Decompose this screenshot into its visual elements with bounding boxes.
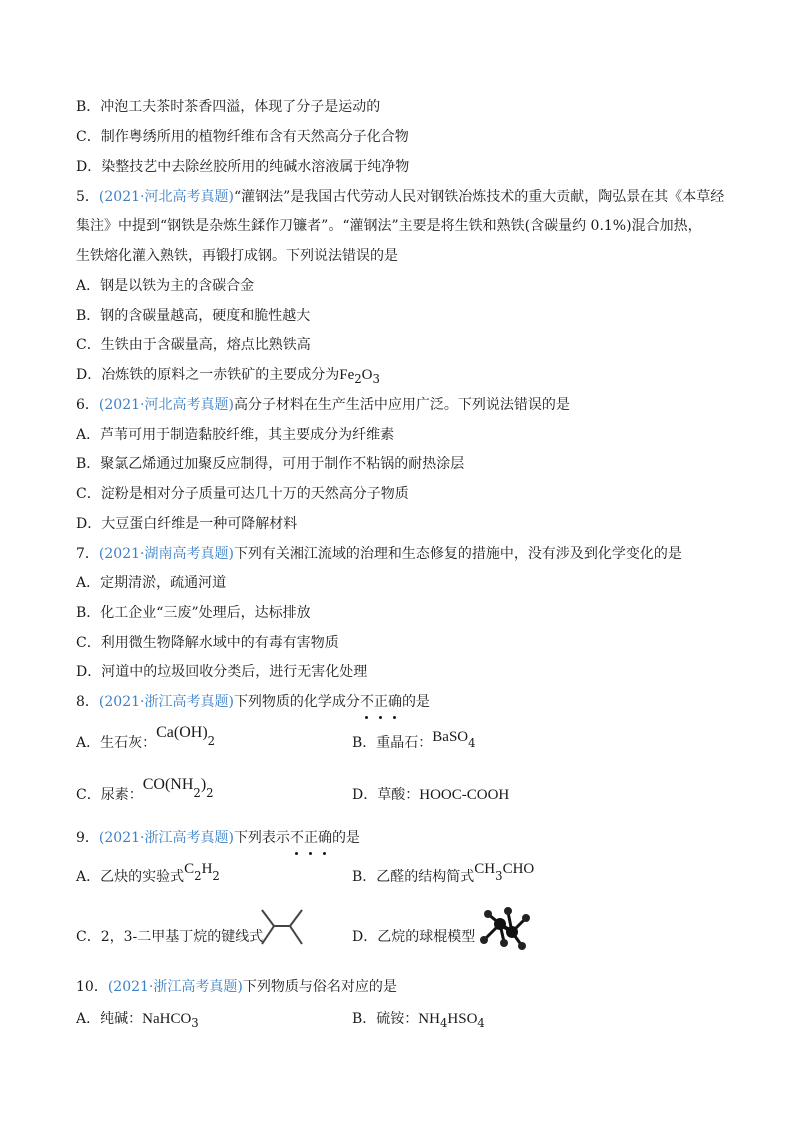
question-stem-end: 的是	[331, 830, 360, 846]
option-7b: B．化工企业“三废”处理后，达标排放	[76, 605, 311, 621]
option-8c	[76, 776, 214, 809]
question-stem: 高分子材料在生产生活中应用广泛。下列说法错误的是	[233, 397, 570, 413]
option-label: C．尿素：	[76, 787, 143, 803]
option-7a: A．定期清淤，疏通河道	[76, 575, 227, 591]
question-stem-end: 的是	[401, 694, 430, 710]
option-8b	[352, 729, 476, 757]
question-number: 9．	[76, 830, 99, 846]
emphasis-dot-char: 正	[373, 694, 388, 710]
subscript: 4	[468, 735, 476, 750]
subscript: 4	[477, 1015, 485, 1030]
formula: HOOC-COOH	[419, 787, 510, 803]
question-number: 10．	[76, 979, 108, 995]
formula: CH	[474, 861, 496, 877]
question-5-line-2: 集注》中提到“钢铁是杂炼生鍒作刀镰者”。“灌钢法”主要是将生铁和熟铁(含碳量约 0.1%)混合加热，	[76, 218, 702, 234]
source-tag: (2021·河北高考真题)	[98, 397, 234, 413]
option-8d	[352, 785, 509, 805]
option-7c: C．利用微生物降解水域中的有毒有害物质	[76, 635, 339, 651]
option-9a	[76, 861, 220, 891]
question-number: 6．	[76, 397, 99, 413]
skeletal-formula-2-3-dimethylbutane	[258, 906, 306, 950]
option-5b: B．钢的含碳量越高，硬度和脆性越大	[76, 308, 311, 324]
question-number: 7．	[76, 546, 99, 562]
emphasis-dot-char: 正	[303, 830, 318, 846]
option-6b: B．聚氯乙烯通过加聚反应制得，可用于制作不粘锅的耐热涂层	[76, 456, 465, 472]
question-5-line-3: 生铁熔化灌入熟铁，再锻打成钢。下列说法错误的是	[76, 248, 398, 264]
question-stem: “灌钢法”是我国古代劳动人民对钢铁冶炼技术的重大贡献，陶弘景在其《本草经	[233, 189, 725, 205]
emphasis-dot-char: 确	[317, 830, 332, 846]
subscript: 3	[372, 371, 380, 386]
subscript: 2	[212, 868, 220, 883]
option-6d: D．大豆蛋白纤维是一种可降解材料	[76, 516, 298, 532]
question-9-stem	[76, 828, 360, 848]
formula: )	[200, 776, 207, 793]
formula: Fe	[339, 367, 355, 383]
subscript: 2	[207, 733, 216, 748]
emphasis-dot-char: 不	[359, 694, 374, 710]
question-7-stem	[76, 544, 682, 564]
option-text: D．冶炼铁的原料之一赤铁矿的主要成分为	[76, 367, 340, 383]
option-6a: A．芦苇可用于制造黏胶纤维，其主要成分为纤维素	[76, 427, 395, 443]
subscript: 3	[495, 868, 503, 883]
option-label: B．重晶石：	[352, 735, 433, 751]
option-5a: A．钢是以铁为主的含碳合金	[76, 278, 255, 294]
subscript: 2	[354, 371, 362, 386]
emphasis-dot-char: 不	[289, 830, 304, 846]
source-tag: (2021·浙江高考真题)	[107, 979, 243, 995]
question-stem: 下列物质的化学成分	[233, 694, 360, 710]
option-4b: B．冲泡工夫茶时茶香四溢，体现了分子是运动的	[76, 99, 381, 115]
formula: HSO	[447, 1011, 478, 1027]
option-4d: D．染整技艺中去除丝胶所用的纯碱水溶液属于纯净物	[76, 159, 410, 175]
formula: NaHCO	[142, 1011, 192, 1027]
option-label: A．生石灰：	[76, 735, 157, 751]
subscript: 2	[194, 868, 202, 883]
option-9d: D．乙烷的球棍模型	[352, 929, 476, 945]
question-stem: 下列有关湘江流域的治理和生态修复的措施中，没有涉及到化学变化的是	[233, 546, 682, 562]
option-6c: C．淀粉是相对分子质量可达几十万的天然高分子物质	[76, 486, 409, 502]
option-5d	[76, 365, 380, 389]
formula: CHO	[502, 861, 535, 877]
question-number: 8．	[76, 694, 99, 710]
question-stem: 下列表示	[233, 830, 290, 846]
question-5-line-1	[76, 187, 724, 207]
question-number: 5．	[76, 189, 99, 205]
formula: BaSO	[432, 729, 469, 745]
option-7d: D．河道中的垃圾回收分类后，进行无害化处理	[76, 664, 368, 680]
subscript: 2	[193, 785, 201, 800]
question-stem: 下列物质与俗名对应的是	[242, 979, 397, 995]
option-10a	[76, 1009, 199, 1033]
option-label: A．纯碱：	[76, 1011, 143, 1027]
formula: Ca(OH)	[156, 724, 208, 741]
question-6-stem	[76, 395, 570, 415]
source-tag: (2021·湖南高考真题)	[98, 546, 234, 562]
source-tag: (2021·浙江高考真题)	[98, 830, 234, 846]
option-5c: C．生铁由于含碳量高，熔点比熟铁高	[76, 337, 311, 353]
option-10b	[352, 1009, 485, 1033]
option-label: D．草酸：	[352, 787, 420, 803]
source-tag: (2021·浙江高考真题)	[98, 694, 234, 710]
question-8-stem	[76, 692, 430, 712]
subscript: 2	[206, 785, 214, 800]
option-9c: C．2，3-二甲基丁烷的键线式	[76, 929, 264, 945]
subscript: 3	[191, 1015, 199, 1030]
formula: H	[201, 861, 213, 877]
option-9b	[352, 861, 535, 891]
source-tag: (2021·河北高考真题)	[98, 189, 234, 205]
emphasis-dot-char: 确	[387, 694, 402, 710]
option-label: A．乙炔的实验式	[76, 869, 185, 885]
option-8a	[76, 724, 216, 757]
option-4c: C．制作粤绣所用的植物纤维布含有天然高分子化合物	[76, 129, 409, 145]
formula: C	[184, 861, 195, 877]
formula: CO(NH	[142, 776, 194, 793]
formula: NH	[418, 1011, 440, 1027]
ball-and-stick-model-ethane	[478, 906, 532, 950]
subscript: 4	[439, 1015, 448, 1030]
option-label: B．乙醛的结构简式	[352, 869, 475, 885]
formula: O	[361, 367, 373, 383]
option-label: B．硫铵：	[352, 1011, 419, 1027]
question-10-stem	[76, 977, 397, 997]
